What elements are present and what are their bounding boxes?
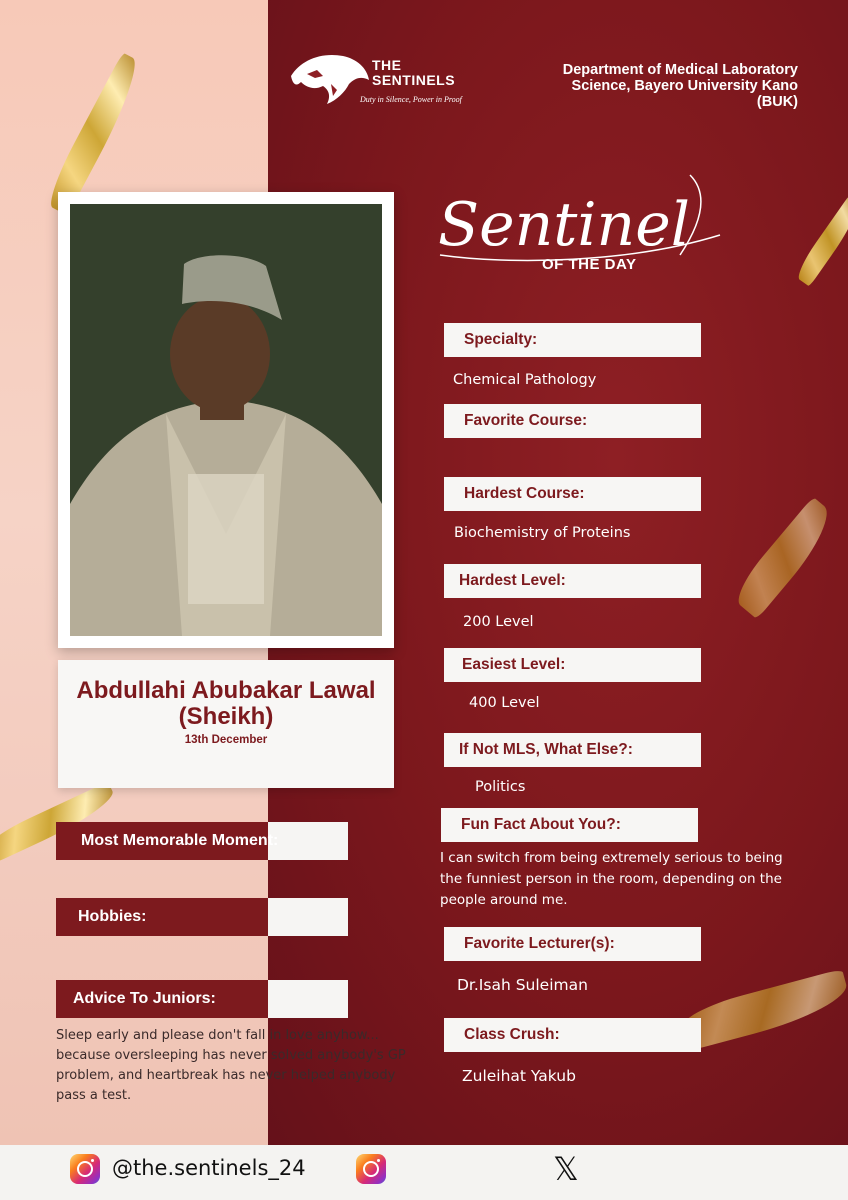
specialty-label: Specialty: xyxy=(444,323,701,357)
specialty-value: Chemical Pathology xyxy=(453,372,597,388)
instagram-icon[interactable] xyxy=(356,1154,386,1184)
favorite-course-label: Favorite Course: xyxy=(444,404,701,438)
profile-birthday: 13th December xyxy=(184,734,268,746)
easiest-level-value: 400 Level xyxy=(469,695,540,711)
easiest-level-label: Easiest Level: xyxy=(444,648,701,682)
profile-photo xyxy=(70,204,382,636)
instagram-icon[interactable] xyxy=(70,1154,100,1184)
advice-label: Advice To Juniors: xyxy=(73,990,216,1007)
advice-value: Sleep early and please don't fall in love anyhow... because oversleeping has never solved anybody's GP problem, and heartbreak has never helped anybody pass a test. xyxy=(56,1028,406,1103)
profile-name: Abdullahi Abubakar Lawal (Sheikh) xyxy=(76,677,376,730)
hobbies-label: Hobbies: xyxy=(78,908,147,925)
class-crush-value: Zuleihat Yakub xyxy=(462,1067,576,1085)
favorite-lecturer-value: Dr.Isah Suleiman xyxy=(457,976,588,994)
class-crush-label: Class Crush: xyxy=(444,1018,701,1052)
advice-label-block xyxy=(56,980,348,1018)
fun-fact-value: I can switch from being extremely serious to being the funniest person in the room, depending on the people around me. xyxy=(440,850,783,908)
department-heading: Department of Medical Laboratory Science, Bayero University Kano (BUK) xyxy=(562,62,798,110)
script-title-text: Sentinel xyxy=(438,190,690,260)
logo-title: THE SENTINELS xyxy=(372,57,456,88)
fun-fact-label: Fun Fact About You?: xyxy=(441,808,698,842)
memorable-moment-label: Most Memorable Moment: xyxy=(81,832,279,849)
if-not-mls-value: Politics xyxy=(475,779,526,795)
favorite-lecturer-label: Favorite Lecturer(s): xyxy=(444,927,701,961)
hobbies-label-block xyxy=(56,898,348,936)
profile-photo-frame xyxy=(58,192,394,648)
name-card xyxy=(58,660,394,788)
instagram-handle[interactable]: @the.sentinels_24 xyxy=(112,1156,306,1180)
hardest-level-value: 200 Level xyxy=(463,614,534,630)
of-the-day-subtitle: OF THE DAY xyxy=(542,256,637,273)
logo-tagline: Duty in Silence, Power in Proof xyxy=(360,95,462,104)
hardest-course-label: Hardest Course: xyxy=(444,477,701,511)
hardest-course-value: Biochemistry of Proteins xyxy=(454,525,631,541)
memorable-moment-label-block xyxy=(56,822,348,860)
portrait-illustration xyxy=(70,204,382,636)
hardest-level-label: Hardest Level: xyxy=(444,564,701,598)
if-not-mls-label: If Not MLS, What Else?: xyxy=(444,733,701,767)
x-twitter-icon[interactable]: 𝕏 xyxy=(553,1150,579,1188)
